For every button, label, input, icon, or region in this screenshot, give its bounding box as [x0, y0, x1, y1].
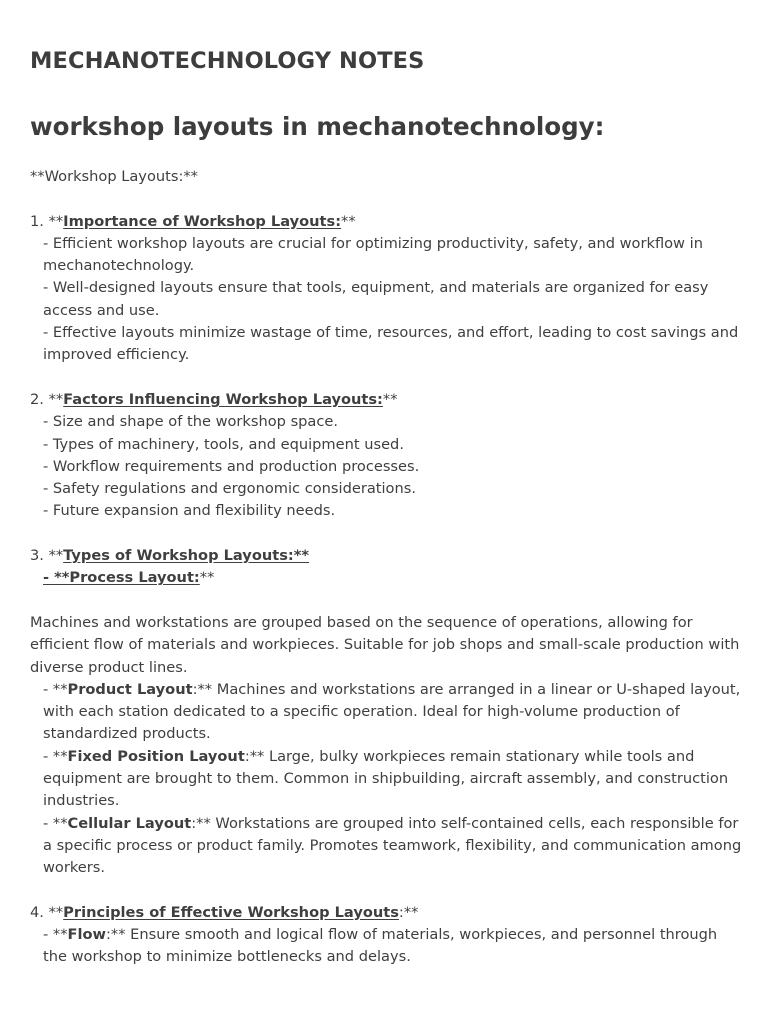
section-4-tail: :** [398, 903, 419, 921]
section-3-title: Types of Workshop Layouts:** [63, 547, 309, 565]
section-4-number: 4. ** [30, 903, 64, 921]
section-1-tail: ** [341, 212, 356, 230]
document-body [30, 166, 742, 969]
process-layout-text: Machines and workstations are grouped based on the sequence of operations, allowing for efficient flow of materials and workpieces. Suitable for job shops and small-scale production with diverse product lines. [30, 613, 740, 676]
section-2-bullet-1: - Size and shape of the workshop space. [43, 413, 339, 431]
cellular-layout-label: Cellular Layout [67, 814, 192, 832]
process-layout-title: - **Process Layout: [43, 569, 200, 587]
document-subtitle: workshop layouts in mechanotechnology: [30, 112, 605, 141]
flow-principle-item [30, 924, 742, 969]
section-3-number: 3. ** [30, 547, 64, 565]
section-2-title: Factors Influencing Workshop Layouts: [63, 390, 383, 408]
section-2-heading [30, 389, 742, 411]
process-layout-tail: ** [199, 569, 215, 587]
fixed-position-layout-text: :** Large, bulky workpieces remain stationary while tools and equipment are brought to them. Common in shipbuilding, aircraft assembly, and construction industries. [43, 747, 729, 810]
section-2-bullet-2: - Types of machinery, tools, and equipment used. [43, 435, 404, 453]
section-1-title: Importance of Workshop Layouts: [63, 212, 342, 230]
section-4-title: Principles of Effective Workshop Layouts [63, 903, 399, 921]
section-1-number: 1. ** [30, 212, 64, 230]
document-title: MECHANOTECHNOLOGY NOTES [30, 48, 425, 74]
section-2-bullet-5: - Future expansion and flexibility needs. [43, 502, 336, 520]
cellular-layout-item [30, 813, 742, 880]
section-1-heading [30, 211, 742, 233]
product-layout-item [30, 679, 742, 746]
intro-line: **Workshop Layouts:** [30, 168, 198, 185]
flow-prefix: - ** [43, 926, 68, 944]
cellular-layout-prefix: - ** [43, 814, 68, 832]
section-2-bullet-3: - Workflow requirements and production processes. [43, 457, 420, 475]
product-layout-prefix: - ** [43, 680, 68, 698]
flow-principle-label: Flow [67, 926, 106, 944]
section-3-heading [30, 545, 742, 567]
product-layout-label: Product Layout [67, 680, 193, 698]
section-1-bullet-2: - Well-designed layouts ensure that tools, equipment, and materials are organized for easy access and use. [43, 279, 709, 319]
section-1-bullet-3: - Effective layouts minimize wastage of time, resources, and effort, leading to cost savings and improved efficiency. [43, 324, 739, 364]
section-1-bullet-1: - Efficient workshop layouts are crucial for optimizing productivity, safety, and workflow in mechanotechnology. [43, 234, 703, 275]
section-4-heading [30, 902, 742, 924]
product-layout-text: :** Machines and workstations are arranged in a linear or U-shaped layout, with each station dedicated to a specific operation. Ideal for high-volume production of standardized products. [43, 680, 741, 743]
fixed-layout-prefix: - ** [43, 747, 68, 765]
flow-principle-text: :** Ensure smooth and logical flow of materials, workpieces, and personnel through the workshop to minimize bottlenecks and delays. [43, 926, 718, 966]
cellular-layout-text: :** Workstations are grouped into self-contained cells, each responsible for a specific process or product family. Promotes teamwork, flexibility, and communication among workers. [43, 814, 742, 877]
section-2-bullet-4: - Safety regulations and ergonomic considerations. [43, 480, 416, 498]
fixed-position-layout-item [30, 746, 742, 813]
fixed-position-layout-label: Fixed Position Layout [67, 747, 245, 765]
process-layout-heading [30, 567, 742, 589]
section-2-number: 2. ** [30, 390, 64, 408]
section-2-tail: ** [382, 390, 398, 408]
